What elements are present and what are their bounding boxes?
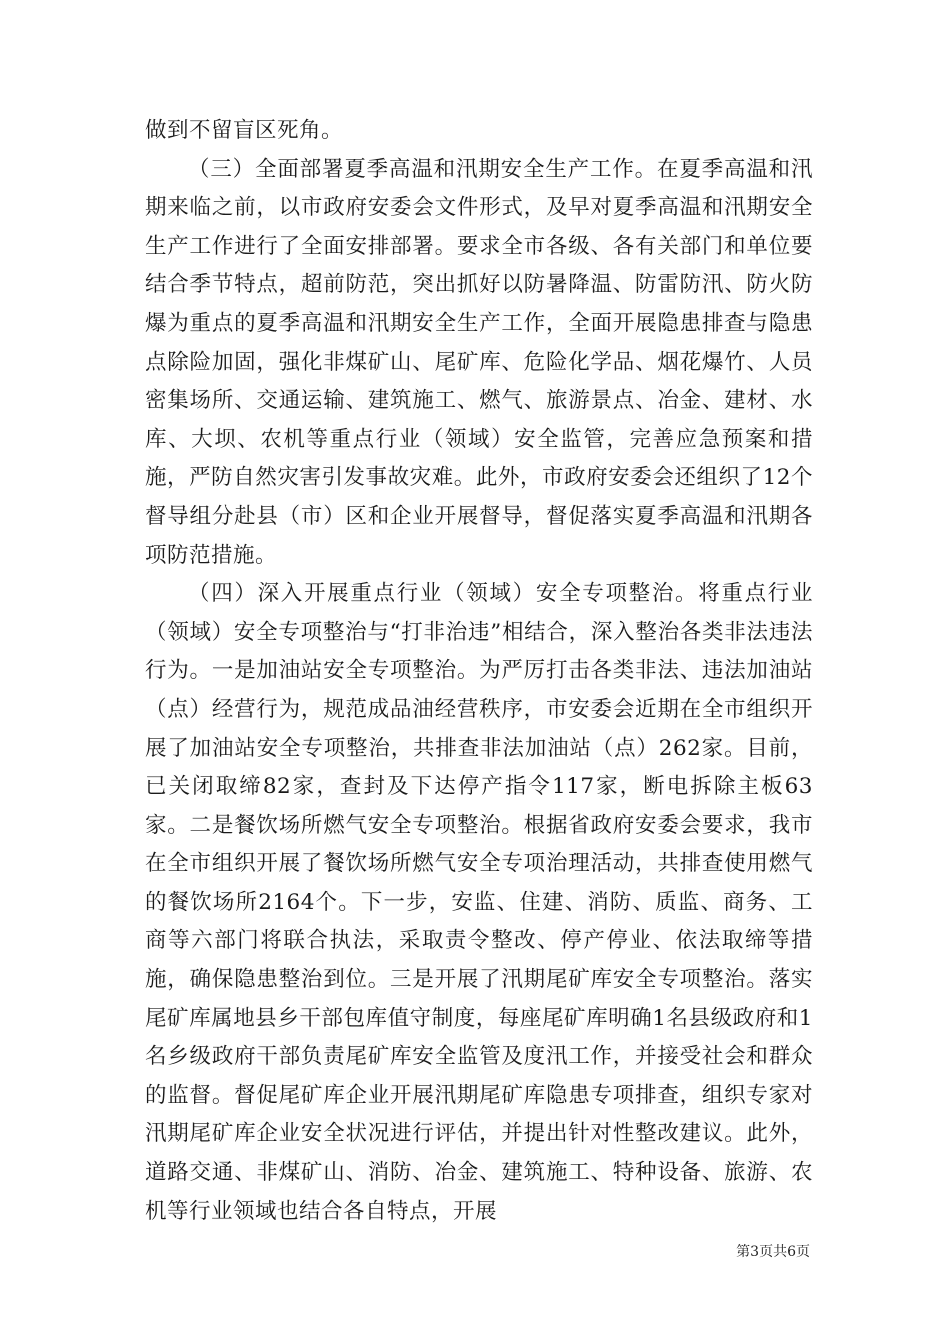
document-body <box>145 112 813 1231</box>
paragraph-section-three: （三）全面部署夏季高温和汛期安全生产工作。在夏季高温和汛期来临之前，以市政府安委会文件形式，及早对夏季高温和汛期安全生产工作进行了全面安排部署。要求全市各级、各有关部门和单位要结合季节特点，超前防范，突出抓好以防暑降温、防雷防汛、防火防爆为重点的夏季高温和汛期安全生产工作，全面开展隐患排查与隐患点除险加固，强化非煤矿山、尾矿库、危险化学品、烟花爆竹、人员密集场所、交通运输、建筑施工、燃气、旅游景点、冶金、建材、水库、大坝、农机等重点行业（领域）安全监管，完善应急预案和措施，严防自然灾害引发事故灾难。此外，市政府安委会还组织了12个督导组分赴县（市）区和企业开展督导，督促落实夏季高温和汛期各项防范措施。 <box>145 156 813 568</box>
paragraph-continuation: 做到不留盲区死角。 <box>145 118 344 143</box>
page-number-footer: 第3页共6页 <box>736 1244 810 1260</box>
paragraph-section-four: （四）深入开展重点行业（领域）安全专项整治。将重点行业（领域）安全专项整治与“打非治违”相结合，深入整治各类非法违法行为。一是加油站安全专项整治。为严厉打击各类非法、违法加油站（点）经营行为，规范成品油经营秩序，市安委会近期在全市组织开展了加油站安全专项整治，共排查非法加油站（点）262家。目前，已关闭取缔82家，查封及下达停产指令117家，断电拆除主板63家。二是餐饮场所燃气安全专项整治。根据省政府安委会要求，我市在全市组织开展了餐饮场所燃气安全专项治理活动，共排查使用燃气的餐饮场所2164个。下一步，安监、住建、消防、质监、商务、工商等六部门将联合执法，采取责令整改、停产停业、依法取缔等措施，确保隐患整治到位。三是开展了汛期尾矿库安全专项整治。落实尾矿库属地县乡干部包库值守制度，每座尾矿库明确1名县级政府和1名乡级政府干部负责尾矿库安全监管及度汛工作，并接受社会和群众的监督。督促尾矿库企业开展汛期尾矿库隐患专项排查，组织专家对汛期尾矿库企业安全状况进行评估，并提出针对性整改建议。此外，道路交通、非煤矿山、消防、冶金、建筑施工、特种设备、旅游、农机等行业领域也结合各自特点，开展 <box>145 581 813 1224</box>
